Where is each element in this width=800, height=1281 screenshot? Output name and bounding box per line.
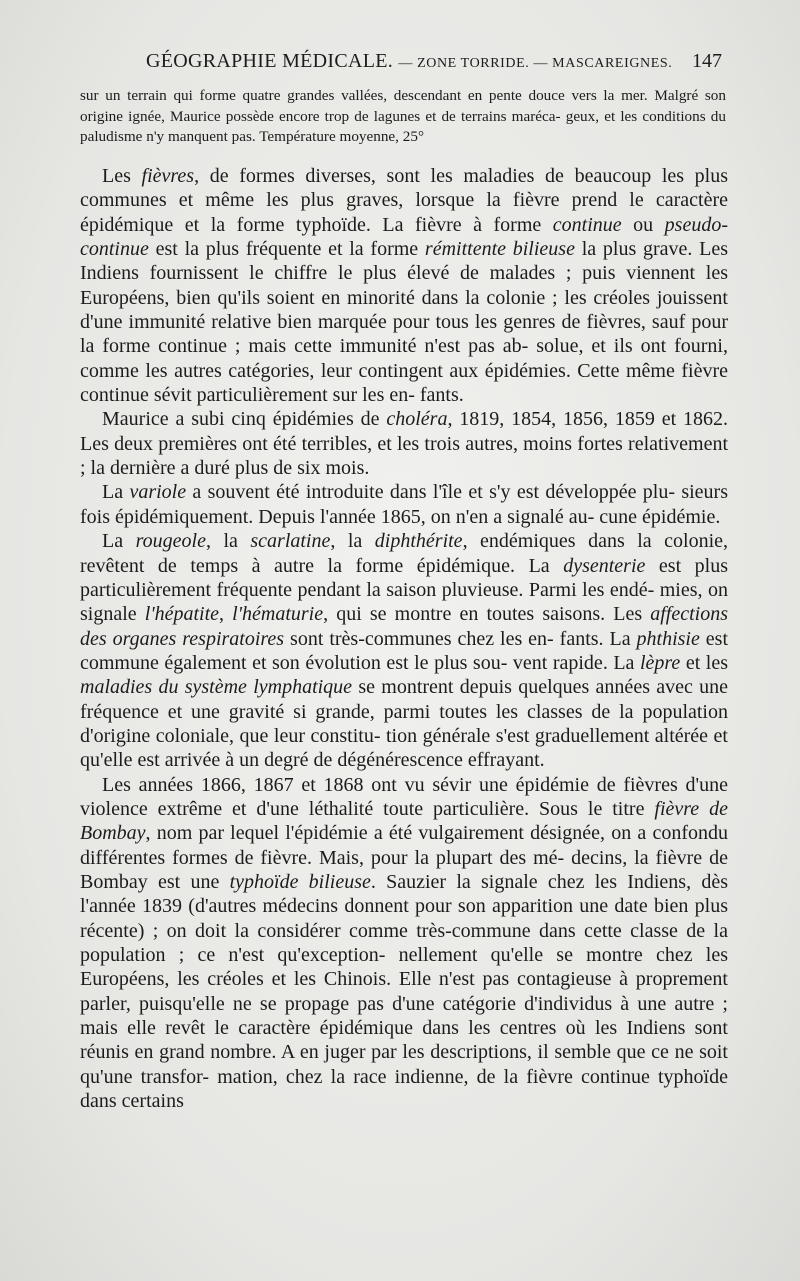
text-run: , endémiques dans la colonie, revêtent de temps à autre la forme épidémique. La xyxy=(80,530,729,577)
text-run: La xyxy=(102,481,130,504)
note-text: sur un terrain qui forme quatre grandes vallées, descendant en pente douce vers la mer. Malgré son origine ignée, Maurice possède encore trop de lagunes et de terrains maréca- geux, et les conditions du paludisme n'y manquent pas. Température moyenne, 25° xyxy=(80,87,726,145)
text-run: Maurice a subi cinq épidémies de xyxy=(102,408,387,431)
text-run: , xyxy=(219,603,233,626)
page-number: 147 xyxy=(692,50,722,72)
paragraph-3 xyxy=(80,480,728,529)
italic-term: dysenterie xyxy=(563,554,646,577)
italic-term: affections des organes respiratoires xyxy=(80,603,729,650)
header-title: GÉOGRAPHIE MÉDICALE. xyxy=(146,50,394,72)
text-run: Les xyxy=(102,165,142,187)
text-run: ou xyxy=(621,213,665,236)
italic-term: diphthérite xyxy=(374,530,463,553)
body-text xyxy=(80,164,728,1113)
text-run: sont très-communes chez les en- fants. La xyxy=(284,627,637,650)
italic-term: phthisie xyxy=(636,627,700,650)
note-paragraph xyxy=(80,86,726,148)
text-run: est commune également et son évolution est le plus sou- vent rapide. La xyxy=(80,627,729,674)
italic-term: l'hématurie xyxy=(232,603,324,626)
paragraph-1 xyxy=(80,164,728,407)
italic-term: continue xyxy=(552,213,622,236)
italic-term: fièvres xyxy=(141,165,195,187)
paragraph-4 xyxy=(80,529,728,772)
text-run: , la xyxy=(205,530,251,553)
italic-term: lèpre xyxy=(639,651,681,674)
text-run: est plus particulièrement fréquente pendant la saison pluvieuse. Parmi les endé- mies, on signale xyxy=(80,554,728,626)
header-subtitle: — ZONE TORRIDE. — MASCAREIGNES. xyxy=(398,56,673,71)
text-run: La xyxy=(102,530,136,553)
italic-term: maladies du système lymphatique xyxy=(80,676,353,699)
text-run: Les années 1866, 1867 et 1868 ont vu sévir une épidémie de fièvres d'une violence extrême et d'une léthalité toute particulière. Sous le titre xyxy=(80,773,728,820)
text-run: est la plus fréquente et la forme xyxy=(148,238,425,261)
paragraph-5 xyxy=(80,773,728,1114)
running-head-title xyxy=(146,48,672,77)
italic-term: typhoïde bilieuse xyxy=(229,870,371,893)
italic-term: rougeole xyxy=(135,530,206,553)
text-run: , la xyxy=(330,530,375,553)
italic-term: scarlatine xyxy=(250,530,331,553)
italic-term: pseudo- continue xyxy=(80,213,728,261)
running-header xyxy=(80,48,728,74)
italic-term: l'hépatite xyxy=(144,603,220,626)
text-run: , 1819, 1854, 1856, 1859 et 1862. Les deux premières ont été terribles, et les trois autres, moins fortes relativement ; la dernière a duré plus de six mois. xyxy=(80,408,728,480)
text-run: , nom par lequel l'épidémie a été vulgairement désignée, on a confondu différentes formes de fièvre. Mais, pour la plupart des mé- decins, la fièvre de Bombay est une xyxy=(80,822,728,893)
italic-term: choléra xyxy=(386,408,448,431)
text-run: et les xyxy=(680,651,728,674)
italic-term: variole xyxy=(129,481,187,504)
text-run: se montrent depuis quelques années avec une fréquence et une gravité si grande, parmi toutes les classes de la population d'origine coloniale, que leur constitu- tion générale s'est graduellement altérée et qu'elle est arrivée à un degré de dégénérescence effrayant. xyxy=(80,676,729,772)
text-run: . Sauzier la signale chez les Indiens, dès l'année 1839 (d'autres médecins donnent pour son apparition une date bien plus récente) ; on doit la considérer comme très-commune dans cette classe de la population ; ce n'est qu'exception- nellement qu'elle se montre chez les Européens, les créoles et les Chinois. Elle n'est pas contagieuse à proprement parler, puisqu'elle ne se propage pas d'une catégorie d'individus à une autre ; mais elle revêt le caractère épidémique dans les centres où les Indiens sont réunis en grand nombre. A en juger par les descriptions, il semble que ce ne soit qu'une transfor- mation, chez la race indienne, de la fièvre continue typhoïde dans certains xyxy=(80,870,728,1113)
text-run: la plus grave. Les Indiens fournissent le chiffre le plus élevé de malades ; puis viennent les Européens, bien qu'ils soient en minorité dans la colonie ; les créoles jouissent d'une immunité relative bien marquée pour tous les genres de fièvres, sauf pour la forme continue ; mais cette immunité n'est pas ab- solue, et ils ont fourni, comme les autres catégories, leur contingent aux épidémies. Cette même fièvre continue sévit particulièrement sur les en- fants. xyxy=(80,238,728,407)
text-run: , qui se montre en toutes saisons. Les xyxy=(323,603,651,626)
paragraph-2 xyxy=(80,407,728,480)
italic-term: rémittente bilieuse xyxy=(424,238,575,261)
text-run: a souvent été introduite dans l'île et s'y est développée plu- sieurs fois épidémiquement. Depuis l'année 1865, on n'en a signalé au- cune épidémie. xyxy=(80,481,729,528)
italic-term: fièvre de Bombay xyxy=(80,797,728,845)
text-run: , de formes diverses, sont les maladies de beaucoup les plus communes et même les plus graves, lorsque la fièvre prend le caractère épidémique et la forme typhoïde. La fièvre à forme xyxy=(80,165,728,236)
